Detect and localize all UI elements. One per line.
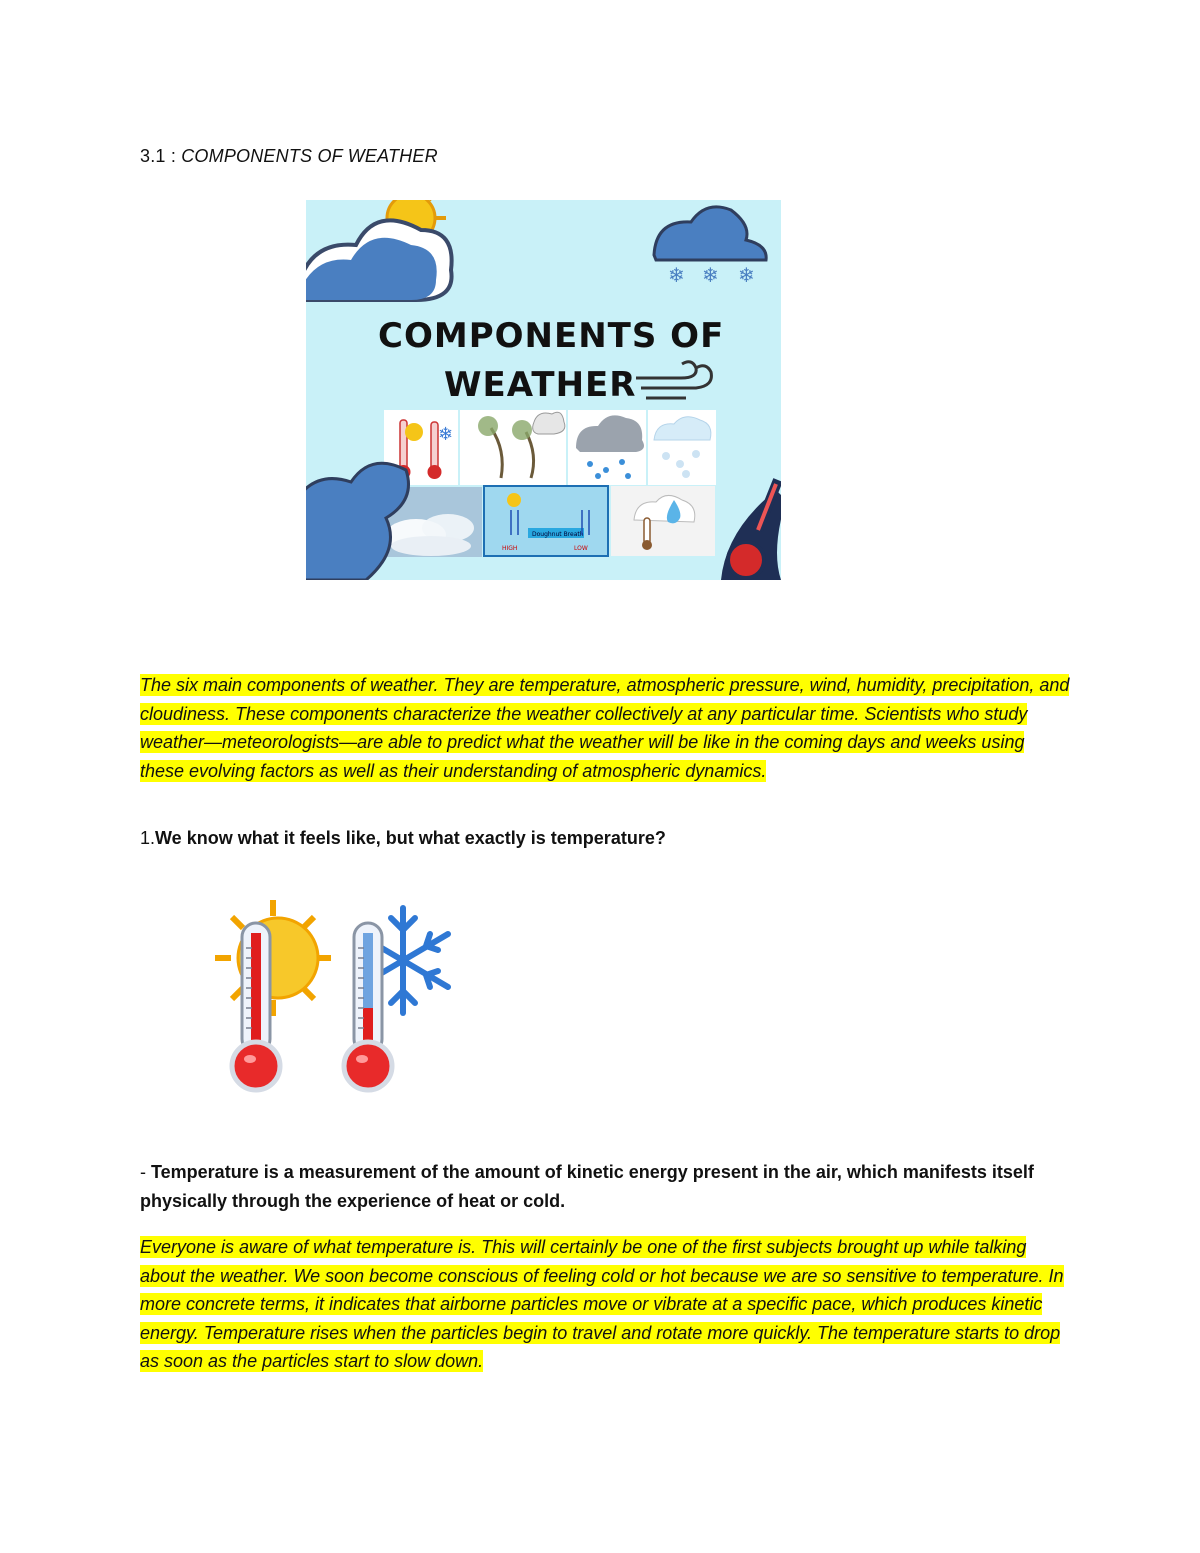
svg-text:❄: ❄ xyxy=(738,263,755,287)
question-text: We know what it feels like, but what exactly is temperature? xyxy=(155,828,666,848)
temperature-detail-paragraph xyxy=(140,1233,1070,1376)
snow-cloud-icon xyxy=(654,207,766,287)
question-number: 1. xyxy=(140,828,156,848)
banner-title-line2: WEATHER xyxy=(444,365,637,405)
definition-dash: - xyxy=(140,1162,151,1182)
low-label: LOW xyxy=(574,545,588,552)
high-label: HIGH xyxy=(502,545,518,552)
pressure-caption: Doughnut Breath xyxy=(532,531,584,538)
cloud-icon xyxy=(306,220,452,300)
detail-paragraph-text: Everyone is aware of what temperature is. This will certainly be one of the first subjects brought up while talking about the weather. We soon become conscious of feeling cold or hot because we are so sensitive to temperature. In more concrete terms, it indicates that airborne particles move or vibrate at a specific pace, which produces kinetic energy. Temperature rises when the particles begin to travel and rotate more quickly. The temperature starts to drop as soon as the particles start to slow down. xyxy=(140,1237,1064,1371)
wind-icon xyxy=(636,362,711,398)
banner-title-line1: COMPONENTS OF xyxy=(378,316,725,356)
definition-text: Temperature is a measurement of the amount of kinetic energy present in the air, which manifests itself physically through the experience of heat or cold. xyxy=(140,1162,1034,1211)
svg-text:❄: ❄ xyxy=(668,263,685,287)
temperature-definition xyxy=(140,1158,1060,1215)
section-heading xyxy=(140,146,438,167)
intro-paragraph-text: The six main components of weather. They are temperature, atmospheric pressure, wind, humidity, precipitation, and cloudiness. These components characterize the weather collectively at any particular time. Scientists who study weather—meteorologists—are able to predict what the weather will be like in the coming days and weeks using these evolving factors as well as their understanding of atmospheric dynamics. xyxy=(140,675,1070,781)
section-number: 3.1 : xyxy=(140,146,177,166)
svg-text:❄: ❄ xyxy=(702,263,719,287)
components-of-weather-banner xyxy=(306,200,781,580)
red-thermometer-icon xyxy=(721,480,781,580)
hot-cold-thermometers-image xyxy=(208,898,458,1098)
svg-text:❄: ❄ xyxy=(438,424,454,445)
temperature-question xyxy=(140,828,666,849)
section-title: COMPONENTS OF WEATHER xyxy=(181,146,438,166)
sun-icon xyxy=(215,900,331,1016)
intro-paragraph xyxy=(140,671,1070,785)
